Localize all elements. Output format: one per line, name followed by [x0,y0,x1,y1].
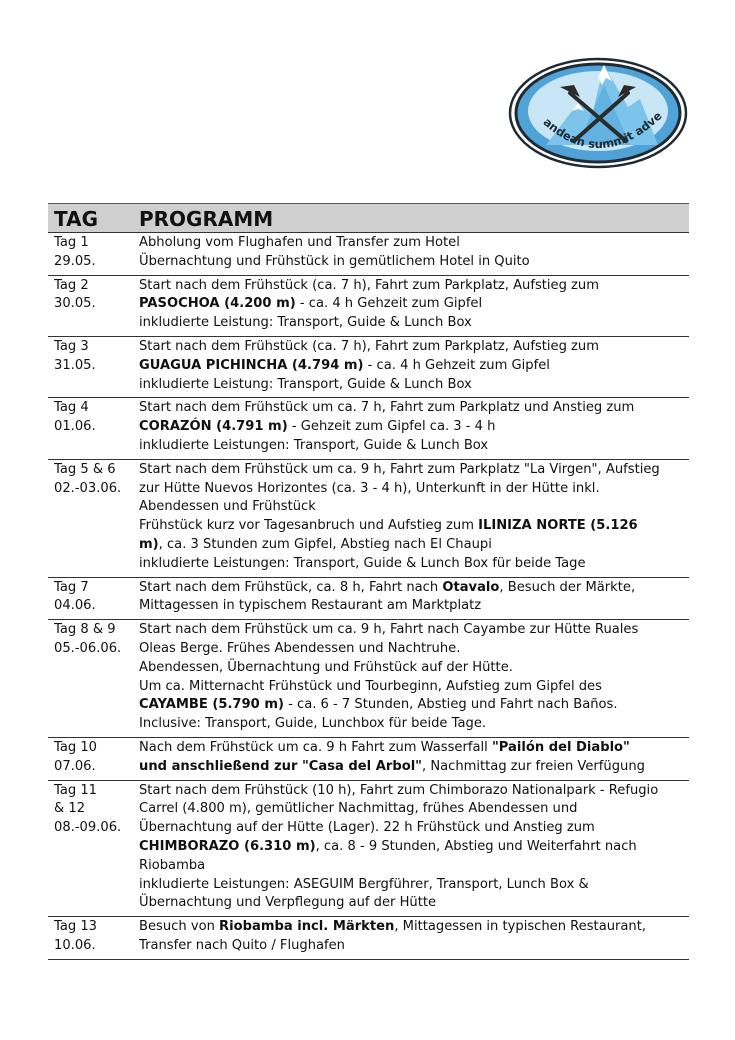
day-label: 01.06. [54,419,96,435]
program-line [139,739,686,758]
day-cell [48,620,133,738]
program-text: , Nachmittag zur freien Verfügung [422,758,645,774]
table-row [48,459,689,577]
highlight-text: PASOCHOA (4.200 m) [139,296,296,312]
table-row [48,737,689,780]
program-text: Abholung vom Flughafen und Transfer zum Hotel [139,235,460,250]
day-label: 04.06. [54,598,96,614]
day-label: Tag 8 & 9 [54,622,116,638]
program-text: - Gehzeit zum Gipfel ca. 3 - 4 h [287,419,496,435]
day-label: Tag 10 [54,739,97,755]
highlight-text: m) [139,536,159,552]
program-line [139,418,686,437]
program-line [139,295,686,314]
program-line [139,338,686,357]
table-row [48,275,689,336]
program-text: - ca. 4 h Gehzeit zum Gipfel [295,296,483,312]
program-line [139,696,686,715]
program-text: Übernachtung und Verpflegung auf der Hütte [139,895,437,911]
program-cell [133,917,689,960]
program-line [139,399,686,418]
program-text: , Besuch der Märkte, [499,579,636,595]
program-text: , ca. 8 - 9 Stunden, Abstieg und Weiterfahrt nach [315,838,637,854]
program-cell [133,737,689,780]
table-row [48,336,689,397]
program-line [139,876,686,895]
highlight-text: Riobamba incl. Märkten [219,919,395,935]
program-cell [133,336,689,397]
table-row [48,780,689,917]
day-label: 31.05. [54,357,96,373]
program-text: Transfer nach Quito / Flughafen [139,937,345,953]
program-line [139,621,686,640]
program-cell [133,275,689,336]
program-line [139,277,686,296]
program-text: Besuch von [139,919,220,935]
program-text: Riobamba [139,857,206,873]
program-line [139,857,686,876]
program-line [139,782,686,801]
program-text: , ca. 3 Stunden zum Gipfel, Abstieg nach El Chaupi [158,536,492,552]
program-text: Start nach dem Frühstück um ca. 9 h, Fahrt zum Parkplatz "La Virgen", Aufstieg [139,461,660,477]
program-text: Nach dem Frühstück um ca. 9 h Fahrt zum Wasserfall [139,739,492,755]
table-row [48,233,689,276]
day-cell [48,233,133,276]
day-label: 29.05. [54,253,96,269]
program-cell [133,577,689,620]
program-text: Mittagessen in typischem Restaurant am Marktplatz [139,598,482,614]
day-cell [48,275,133,336]
program-line [139,253,686,272]
program-text: Oleas Berge. Frühes Abendessen und Nachtruhe. [139,640,461,656]
program-line [139,597,686,616]
program-line [139,678,686,697]
program-line [139,800,686,819]
program-text: zur Hütte Nuevos Horizontes (ca. 3 - 4 h), Unterkunft in der Hütte inkl. [139,480,600,496]
program-text: Um ca. Mitternacht Frühstück und Tourbeginn, Aufstieg zum Gipfel des [139,678,602,694]
program-text: Frühstück kurz vor Tagesanbruch und Aufstieg zum [139,518,479,534]
day-label: Tag 4 [54,400,89,416]
program-line [139,461,686,480]
day-label: 10.06. [54,937,96,953]
program-line [139,536,686,555]
day-label: 30.05. [54,296,96,312]
day-cell [48,737,133,780]
program-line [139,640,686,659]
program-text: Start nach dem Frühstück (10 h), Fahrt zum Chimborazo Nationalpark - Refugio [139,782,659,798]
highlight-text: ILINIZA NORTE (5.126 [478,518,638,534]
program-text: inkludierte Leistungen: Transport, Guide & Lunch Box [139,437,489,453]
program-text: , Mittagessen in typischen Restaurant, [394,919,647,935]
table-row [48,620,689,738]
table-row [48,917,689,960]
program-text: Start nach dem Frühstück (ca. 7 h), Fahrt zum Parkplatz, Aufstieg zum [139,338,599,354]
highlight-text: CAYAMBE (5.790 m) [139,697,284,713]
highlight-text: "Pailón del Diablo" [491,739,630,755]
day-cell [48,336,133,397]
program-text: inkludierte Leistung: Transport, Guide & Lunch Box [139,376,472,392]
program-text: Übernachtung und Frühstück in gemütlichem Hotel in Quito [139,253,530,269]
table-row [48,577,689,620]
program-text: Carrel (4.800 m), gemütlicher Nachmittag, frühes Abendessen und [139,801,578,817]
highlight-text: CHIMBORAZO (6.310 m) [139,838,316,854]
day-cell [48,577,133,620]
highlight-text: und anschließend zur "Casa del Arbol" [139,758,422,774]
table-header-row [48,204,689,233]
program-text: inkludierte Leistung: Transport, Guide & Lunch Box [139,315,472,331]
program-line [139,234,686,253]
program-text: inkludierte Leistungen: ASEGUIM Bergführer, Transport, Lunch Box & [139,876,589,892]
program-text: Abendessen und Frühstück [139,499,316,515]
highlight-text: GUAGUA PICHINCHA (4.794 m) [139,357,364,373]
program-text: Start nach dem Frühstück, ca. 8 h, Fahrt nach [139,579,443,595]
day-cell [48,780,133,917]
day-label: Tag 3 [54,338,89,354]
program-cell [133,398,689,459]
program-line [139,659,686,678]
program-table [48,203,689,960]
program-text: Inclusive: Transport, Guide, Lunchbox für beide Tage. [139,716,487,732]
program-cell [133,233,689,276]
day-label: Tag 2 [54,277,89,293]
program-line [139,517,686,536]
day-cell [48,459,133,577]
program-line [139,555,686,574]
highlight-text: Otavalo [442,579,500,595]
program-line [139,376,686,395]
program-line [139,715,686,734]
program-text: Übernachtung auf der Hütte (Lager). 22 h Frühstück und Anstieg zum [139,820,595,836]
program-line [139,918,686,937]
program-line [139,937,686,956]
program-line [139,894,686,913]
day-cell [48,398,133,459]
program-text: Start nach dem Frühstück um ca. 9 h, Fahrt nach Cayambe zur Hütte Ruales [139,622,639,638]
program-text: - ca. 6 - 7 Stunden, Abstieg und Fahrt nach Baños. [283,697,618,713]
day-label: 02.-03.06. [54,480,122,496]
program-line [139,819,686,838]
program-line [139,480,686,499]
program-text: Abendessen, Übernachtung und Frühstück auf der Hütte. [139,659,513,675]
day-label: & 12 [54,801,86,817]
day-cell [48,917,133,960]
day-label: Tag 5 & 6 [54,461,116,477]
program-cell [133,620,689,738]
program-cell [133,780,689,917]
program-text: inkludierte Leistungen: Transport, Guide & Lunch Box für beide Tage [139,555,586,571]
header-tag: TAG [48,204,133,233]
day-label: Tag 11 [54,782,97,798]
program-line [139,579,686,598]
day-label: Tag 1 [54,235,89,250]
program-line [139,314,686,333]
header-programm: PROGRAMM [133,204,689,233]
day-label: Tag 13 [54,919,97,935]
program-line [139,838,686,857]
program-line [139,758,686,777]
program-line [139,437,686,456]
day-label: 05.-06.06. [54,640,122,656]
program-text: Start nach dem Frühstück um ca. 7 h, Fahrt zum Parkplatz und Anstieg zum [139,400,635,416]
day-label: 07.06. [54,758,96,774]
program-cell [133,459,689,577]
highlight-text: CORAZÓN (4.791 m) [139,419,288,435]
table-row [48,398,689,459]
program-text: - ca. 4 h Gehzeit zum Gipfel [363,357,550,373]
program-text: Start nach dem Frühstück (ca. 7 h), Fahrt zum Parkplatz, Aufstieg zum [139,277,599,293]
logo-text: andean summit adve [540,108,665,152]
program-line [139,357,686,376]
day-label: 08.-09.06. [54,820,122,836]
program-line [139,498,686,517]
day-label: Tag 7 [54,579,89,595]
company-logo [508,45,688,170]
